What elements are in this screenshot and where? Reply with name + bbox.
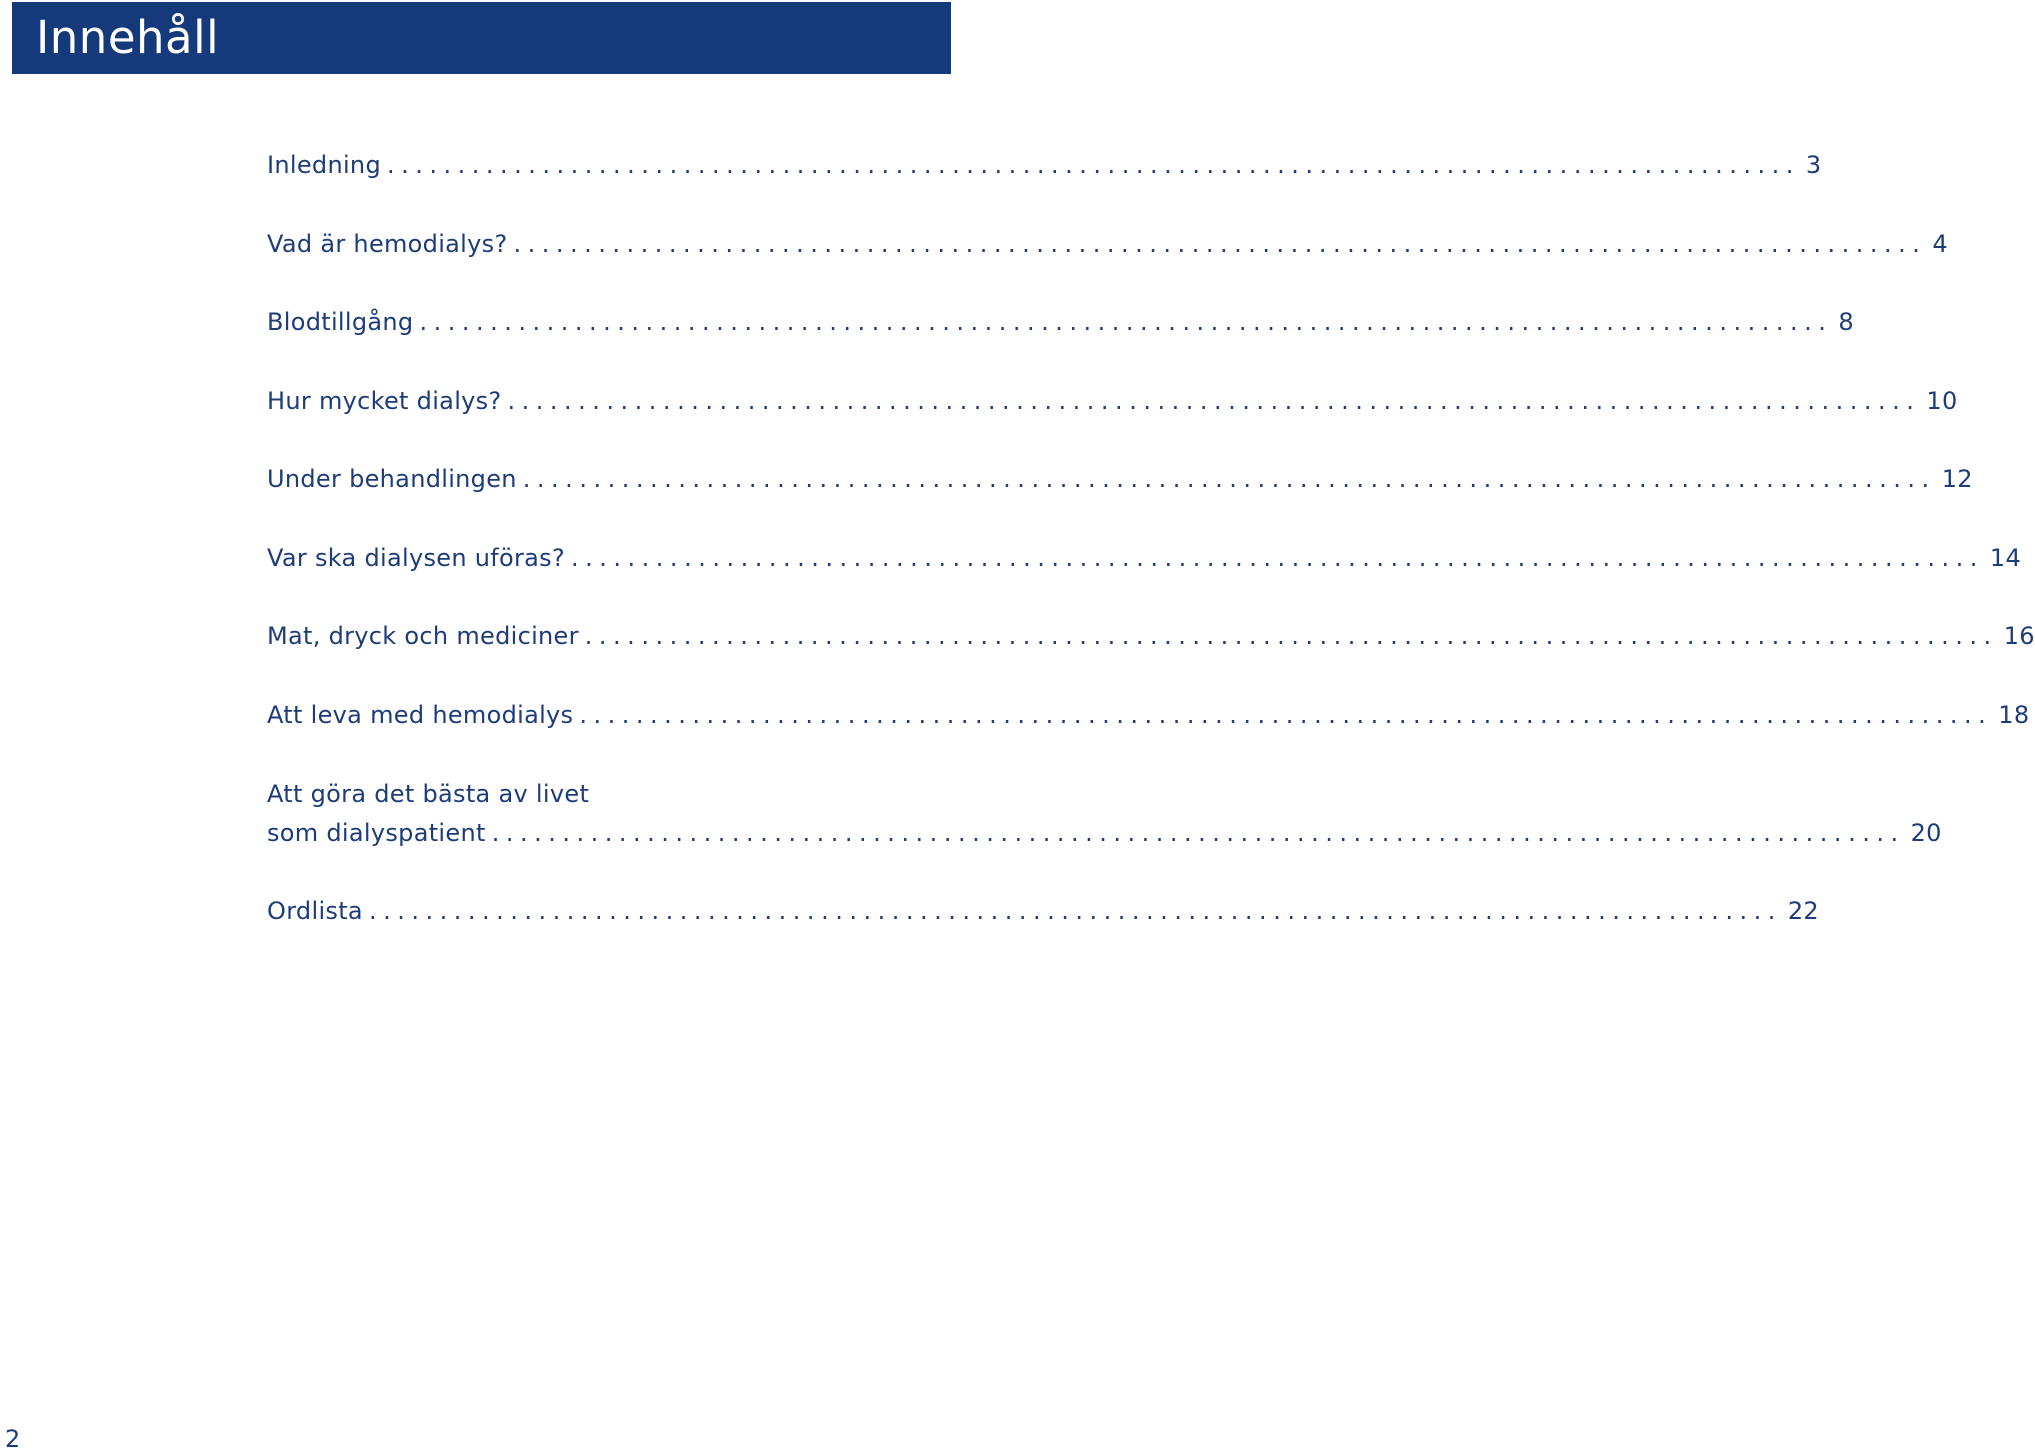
dot-leader: .................................................................................................... — [571, 544, 1984, 572]
toc-entry-ordlista[interactable] — [267, 892, 1819, 931]
toc-entry-page: 16 — [2003, 622, 2035, 650]
toc-entry-page: 3 — [1805, 151, 1822, 179]
toc-entry-title: Vad är hemodialys? — [267, 230, 508, 258]
toc-entry-title: som dialyspatient — [267, 819, 486, 847]
toc-entry-title-line1: Att göra det bästa av livet — [267, 780, 590, 808]
toc-entry-title: Blodtillgång — [267, 308, 414, 336]
dot-leader: .................................................................................................... — [522, 465, 1936, 493]
toc-entry-title: Hur mycket dialys? — [267, 387, 502, 415]
dot-leader: .................................................................................................... — [386, 151, 1800, 179]
toc-entry-hur-mycket-dialys[interactable] — [267, 382, 1958, 421]
toc-entry-blodtillgang[interactable] — [267, 303, 1854, 342]
toc-entry-title: Var ska dialysen uföras? — [267, 544, 566, 572]
dot-leader: .................................................................................................... — [368, 897, 1782, 925]
dot-leader: .................................................................................................... — [584, 622, 1998, 650]
toc-entry-title: Inledning — [267, 151, 381, 179]
toc-entry-under-behandlingen[interactable] — [267, 460, 1973, 499]
toc-entry-title: Mat, dryck och mediciner — [267, 622, 579, 650]
toc-entry-page: 8 — [1838, 308, 1854, 336]
toc-entry-page: 14 — [1989, 544, 2022, 572]
toc-entry-page: 22 — [1787, 897, 1819, 925]
dot-leader: .................................................................................................... — [419, 308, 1833, 336]
dot-leader: .................................................................................................... — [513, 230, 1927, 258]
toc-entry-inledning[interactable] — [267, 146, 1822, 185]
toc-entry-att-gora-det-basta-av-livet[interactable] — [267, 775, 1942, 853]
toc-entry-vad-ar-hemodialys[interactable] — [267, 225, 1948, 264]
toc-entry-page: 4 — [1932, 230, 1948, 258]
toc-entry-var-ska-dialysen-uforas[interactable] — [267, 539, 2022, 578]
dot-leader: .................................................................................................... — [491, 819, 1905, 847]
page-number: 2 — [5, 1425, 21, 1453]
toc-entry-title: Att leva med hemodialys — [267, 701, 574, 729]
dot-leader: .................................................................................................... — [579, 701, 1993, 729]
toc-entry-title: Under behandlingen — [267, 465, 517, 493]
toc-entry-title: Ordlista — [267, 897, 363, 925]
page-title: Innehåll — [36, 11, 220, 64]
header-bar — [12, 2, 951, 74]
dot-leader: .................................................................................................... — [507, 387, 1921, 415]
toc-entry-mat-dryck-och-mediciner[interactable] — [267, 617, 2035, 656]
toc-entry-page: 20 — [1910, 819, 1942, 847]
toc-entry-page: 18 — [1998, 701, 2030, 729]
toc-entry-page: 10 — [1926, 387, 1958, 415]
toc-entry-page: 12 — [1941, 465, 1973, 493]
toc-entry-att-leva-med-hemodialys[interactable] — [267, 696, 2030, 735]
